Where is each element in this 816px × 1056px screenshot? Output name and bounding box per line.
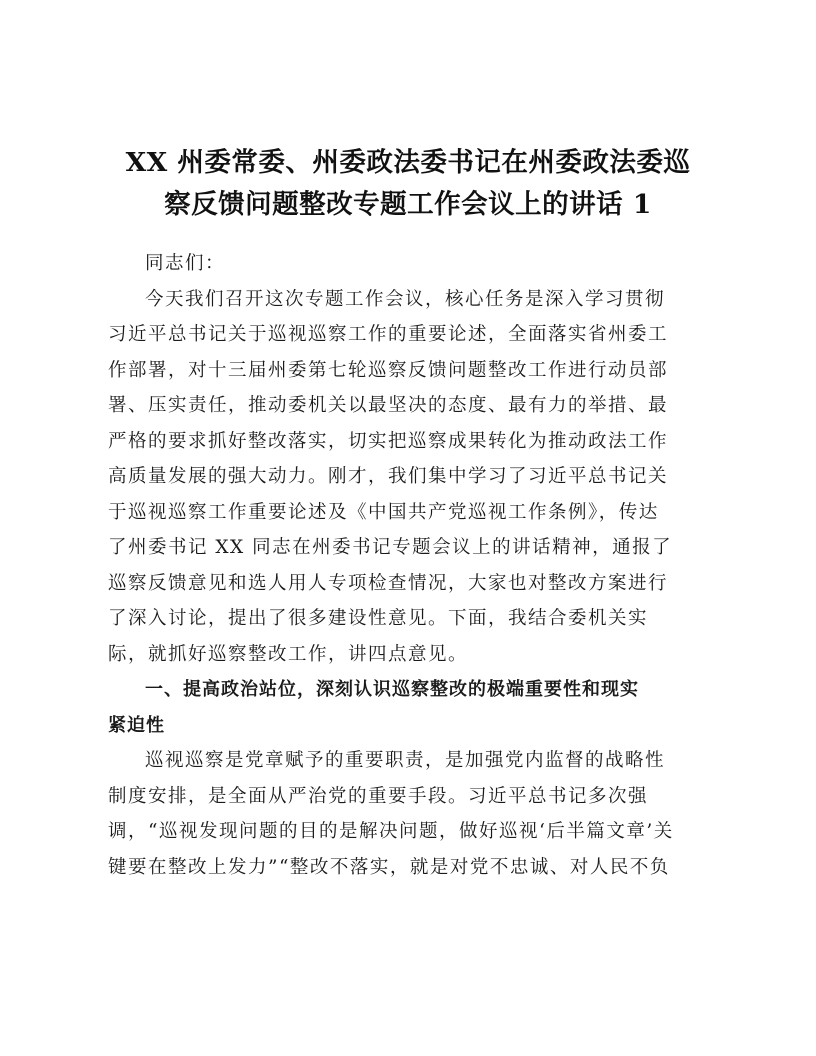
document-body xyxy=(108,246,708,885)
paragraph-1-line: 际，就抓好巡察整改工作，讲四点意见。 xyxy=(108,643,469,665)
paragraph-2-line: 键要在整改上发力”“整改不落实，就是对党不忠诚、对人民不负 xyxy=(108,856,670,878)
paragraph-1-line: 了深入讨论，提出了很多建设性意见。下面，我结合委机关实 xyxy=(108,608,649,629)
paragraph-2-line: 制度安排，是全面从严治党的重要手段。习近平总书记多次强 xyxy=(108,785,649,807)
paragraph-1-line: 署、压实责任，推动委机关以最坚决的态度、最有力的举措、最 xyxy=(108,395,669,416)
paragraph-2-line: 巡视巡察是党章赋予的重要职责，是加强党内监督的战略性 xyxy=(145,750,666,771)
title-line-1: XX 州委常委、州委政法委书记在州委政法委巡 xyxy=(125,147,691,178)
paragraph-1-line: 习近平总书记关于巡视巡察工作的重要论述，全面落实省州委工 xyxy=(108,324,669,345)
salutation: 同志们： xyxy=(145,253,226,274)
paragraph-1-line: 作部署，对十三届州委第七轮巡察反馈问题整改工作进行动员部 xyxy=(108,359,669,381)
paragraph-1-line: 高质量发展的强大动力。刚才，我们集中学习了习近平总书记关 xyxy=(108,466,669,487)
paragraph-2-line: 调，“巡视发现问题的目的是解决问题，做好巡视‘后半篇文章’关 xyxy=(108,821,674,842)
section-heading-1: 一、提高政治站位，深刻认识巡察整改的极端重要性和现实 xyxy=(145,679,639,700)
paragraph-1-line: 严格的要求抓好整改落实，切实把巡察成果转化为推动政法工作 xyxy=(108,430,669,452)
section-heading-1-cont: 紧迫性 xyxy=(108,714,165,736)
paragraph-1-line: 今天我们召开这次专题工作会议，核心任务是深入学习贯彻 xyxy=(145,288,666,310)
title-line-2: 察反馈问题整改专题工作会议上的讲话 1 xyxy=(164,189,652,220)
paragraph-1-line: 于巡视巡察工作重要论述及《中国共产党巡视工作条例》，传达 xyxy=(108,501,659,523)
paragraph-1-line: 了州委书记 XX 同志在州委书记专题会议上的讲话精神，通报了 xyxy=(108,537,673,558)
document-title xyxy=(100,142,716,226)
paragraph-1-line: 巡察反馈意见和选人用人专项检查情况，大家也对整改方案进行 xyxy=(108,572,669,594)
